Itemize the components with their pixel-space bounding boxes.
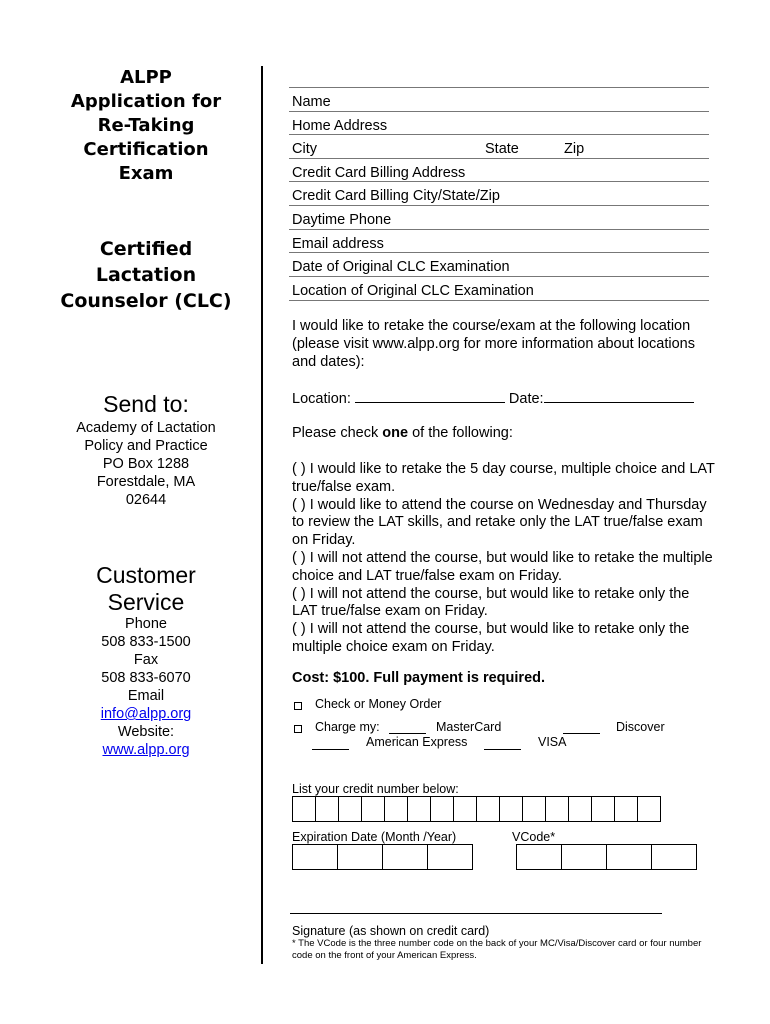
vcode-grid[interactable]: [516, 844, 697, 870]
mastercard-label: MasterCard: [436, 720, 502, 734]
phone-number: 508 833-1500: [101, 634, 191, 650]
location-original-field[interactable]: [289, 276, 709, 301]
date-original-field[interactable]: [289, 252, 709, 276]
cc-digit-box[interactable]: [454, 797, 477, 821]
exp-digit-box[interactable]: [383, 845, 428, 869]
email-address-label: Email address: [292, 236, 384, 252]
option-item[interactable]: ( ) I will not attend the course, but would like to retake only the LAT true/false exam on Friday.: [292, 585, 690, 620]
email-link[interactable]: info@alpp.org: [100, 706, 192, 722]
fax-number: 508 833-6070: [101, 670, 191, 686]
visa-blank[interactable]: [484, 736, 521, 750]
cc-number-grid[interactable]: [292, 796, 661, 822]
date-input[interactable]: [544, 389, 694, 403]
option-item[interactable]: ( ) I would like to retake the 5 day course, multiple choice and LAT true/false exam.: [292, 461, 715, 495]
cc-digit-box[interactable]: [431, 797, 454, 821]
vcode-footnote: * The VCode is the three number code on the back of your MC/Visa/Discover card or four number code on the front of your American Express.: [292, 938, 702, 961]
location-date-row: [292, 389, 717, 409]
cc-digit-box[interactable]: [523, 797, 546, 821]
expiration-grid[interactable]: [292, 844, 473, 870]
daytime-phone-field[interactable]: [289, 205, 709, 229]
address-line: Policy and Practice: [84, 438, 208, 454]
check-bold: one: [382, 425, 409, 441]
exp-digit-box[interactable]: [428, 845, 472, 869]
location-input[interactable]: [355, 389, 505, 403]
title-line: Certification: [83, 139, 209, 160]
cc-billing-city-field[interactable]: [289, 181, 709, 205]
website-link[interactable]: www.alpp.org: [102, 742, 190, 758]
vcode-digit-box[interactable]: [562, 845, 607, 869]
cc-digit-box[interactable]: [592, 797, 615, 821]
title-line: Application for: [70, 91, 222, 112]
form-subtitle: [30, 236, 262, 314]
cc-digit-box[interactable]: [500, 797, 523, 821]
cc-digit-box[interactable]: [477, 797, 500, 821]
charge-option-checkbox[interactable]: [294, 725, 302, 733]
name-field[interactable]: [289, 87, 709, 111]
cc-billing-city-label: Credit Card Billing City/State/Zip: [292, 188, 500, 204]
address-line: PO Box 1288: [102, 456, 190, 472]
exp-digit-box[interactable]: [293, 845, 338, 869]
title-line: Re-Taking: [97, 115, 195, 136]
signature-label: Signature (as shown on credit card): [292, 924, 490, 938]
check-prefix: Please check: [292, 425, 383, 441]
check-money-order-label: Check or Money Order: [315, 697, 442, 711]
vcode-label: VCode*: [512, 830, 556, 844]
amex-blank[interactable]: [312, 736, 349, 750]
cc-digit-box[interactable]: [385, 797, 408, 821]
cc-digit-box[interactable]: [362, 797, 385, 821]
location-label: Location:: [292, 391, 351, 407]
vcode-digit-box[interactable]: [607, 845, 652, 869]
cc-digit-box[interactable]: [615, 797, 638, 821]
send-to-heading: Send to:: [103, 391, 189, 417]
option-item[interactable]: ( ) I will not attend the course, but would like to retake the multiple choice and LAT true/false exam on Friday.: [292, 549, 713, 584]
cc-billing-address-field[interactable]: [289, 158, 709, 182]
city-state-zip-field[interactable]: [289, 134, 709, 158]
amex-label: American Express: [366, 735, 468, 749]
discover-blank[interactable]: [563, 720, 600, 734]
daytime-phone-label: Daytime Phone: [292, 212, 392, 228]
title-line: Exam: [118, 163, 174, 184]
vcode-digit-box[interactable]: [517, 845, 562, 869]
cc-billing-address-label: Credit Card Billing Address: [292, 165, 466, 181]
vcode-digit-box[interactable]: [652, 845, 696, 869]
cc-digit-box[interactable]: [638, 797, 660, 821]
home-address-label: Home Address: [292, 118, 388, 134]
cc-number-label: List your credit number below:: [292, 782, 459, 796]
check-instruction: [292, 425, 717, 443]
cc-digit-box[interactable]: [546, 797, 569, 821]
website-label: Website:: [117, 724, 175, 740]
cs-line: Service: [107, 589, 185, 615]
visa-label: VISA: [538, 735, 567, 749]
cost-notice: Cost: $100. Full payment is required.: [292, 670, 546, 686]
retake-intro: I would like to retake the course/exam at the following location (please visit www.alpp.org for more information about locations and dates):: [292, 318, 695, 370]
discover-label: Discover: [616, 720, 665, 734]
mailing-address: [30, 419, 262, 509]
customer-service-heading: [30, 562, 262, 616]
date-original-label: Date of Original CLC Examination: [292, 259, 510, 275]
mastercard-blank[interactable]: [389, 720, 426, 734]
location-original-label: Location of Original CLC Examination: [292, 283, 534, 299]
option-item[interactable]: ( ) I will not attend the course, but would like to retake only the multiple choice exam on Friday.: [292, 621, 690, 655]
contact-info: [30, 615, 262, 759]
subtitle-line: Certified: [99, 238, 193, 260]
title-line: ALPP: [120, 67, 172, 88]
cc-digit-box[interactable]: [408, 797, 431, 821]
name-label: Name: [292, 94, 331, 110]
subtitle-line: Counselor (CLC): [60, 290, 232, 312]
signature-line[interactable]: [290, 913, 662, 914]
address-line: Academy of Lactation: [76, 420, 216, 436]
address-line: Forestdale, MA: [96, 474, 196, 490]
check-option-checkbox[interactable]: [294, 702, 302, 710]
vertical-divider: [261, 66, 263, 964]
expiration-label: Expiration Date (Month /Year): [292, 830, 457, 844]
home-address-field[interactable]: [289, 111, 709, 135]
state-label: State: [485, 141, 519, 157]
exp-digit-box[interactable]: [338, 845, 383, 869]
cc-digit-box[interactable]: [293, 797, 316, 821]
options-list: [292, 461, 717, 657]
form-title: [30, 66, 262, 186]
charge-my-label: Charge my:: [315, 720, 380, 734]
option-item[interactable]: ( ) I would like to attend the course on Wednesday and Thursday to review the LAT skills, and retake only the LAT true/false exam on Friday.: [292, 496, 707, 549]
city-label: City: [292, 141, 317, 157]
cc-digit-box[interactable]: [316, 797, 339, 821]
cc-digit-box[interactable]: [569, 797, 592, 821]
date-label: Date:: [508, 391, 544, 407]
cs-line: Customer: [96, 562, 196, 588]
cc-digit-box[interactable]: [339, 797, 362, 821]
address-line: 02644: [125, 492, 167, 508]
phone-label: Phone: [125, 616, 167, 632]
email-label: Email: [127, 688, 165, 704]
fax-label: Fax: [133, 652, 159, 668]
check-suffix: of the following:: [408, 425, 513, 441]
zip-label: Zip: [564, 141, 585, 157]
email-address-field[interactable]: [289, 229, 709, 253]
subtitle-line: Lactation: [95, 264, 197, 286]
